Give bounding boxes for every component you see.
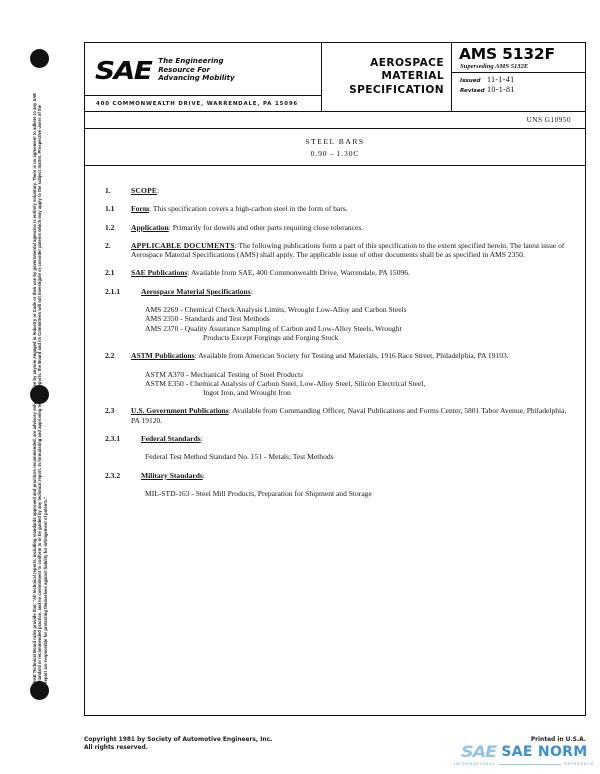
document-header	[85, 43, 585, 112]
section-1-2-text: : Primarily for dowels and other parts requiring close tolerances.	[168, 222, 364, 232]
section-2-2-label: ASTM Publications	[131, 351, 195, 361]
sae-logo: SAE	[95, 55, 152, 85]
revised-row	[460, 85, 585, 94]
section-1-2-number: 1.2	[105, 222, 115, 232]
uns-row	[85, 112, 585, 129]
watermark-title: SAE NORM	[501, 743, 588, 760]
section-2-3-label: U.S. Government Publications	[131, 406, 229, 416]
tagline-line-3: Advancing Mobility	[158, 73, 235, 83]
section-2-3-2-colon: :	[202, 470, 205, 480]
section-2-number: 2.	[105, 240, 111, 250]
specification-frame	[84, 42, 586, 716]
section-2-1-1	[105, 287, 567, 296]
section-2-3-content	[131, 406, 567, 425]
revised-date: 10-1-81	[487, 85, 515, 95]
ams-reference-list	[105, 305, 567, 342]
sae-logo-row	[85, 43, 321, 96]
section-1	[105, 186, 567, 195]
watermark-divider	[499, 764, 562, 765]
section-2-1-text: : Available from SAE, 400 Commonwealth Drive, Warrendale, PA 15096.	[187, 268, 410, 278]
section-2-1-1-content	[141, 287, 567, 296]
section-1-2-content	[131, 223, 567, 232]
section-2-3-2-label: Military Standards	[141, 470, 203, 480]
section-2-3-1-number: 2.3.1	[105, 434, 121, 444]
astm-reference-item-continued: Ingot Iron, and Wrought Iron	[203, 388, 291, 398]
section-2-2	[105, 351, 567, 360]
section-2-3-1-content	[141, 434, 567, 443]
document-identity	[452, 43, 585, 111]
section-1-colon: :	[157, 186, 160, 195]
sae-address: 400 COMMONWEALTH DRIVE, WARRENDALE, PA 15096	[96, 100, 299, 107]
section-2-1-number: 2.1	[105, 268, 115, 278]
printed-in: Printed in U.S.A.	[530, 737, 586, 743]
watermark-sub-right: REFERENCE	[564, 762, 594, 766]
section-2-1-content	[131, 268, 567, 277]
section-1-heading: SCOPE	[131, 186, 158, 195]
superseding-note: Superseding AMS 5132E	[452, 63, 585, 73]
section-2-1-1-label: Aerospace Material Specifications	[141, 286, 251, 296]
section-2-3-2	[105, 471, 567, 480]
title-line-2: 0.90 - 1.30C	[310, 148, 360, 158]
ams-reference-item-continued: Products Except Forgings and Forging Stock	[203, 332, 339, 342]
section-1-2-label: Application	[131, 222, 169, 232]
document-dates	[452, 73, 585, 111]
copyright-line: Copyright 1981 by Society of Automotive Engineers, Inc.	[84, 737, 273, 743]
ams-reference-item: AMS 2370 - Quality Assurance Sampling of Carbon and Low-Alloy Steels, Wrought	[145, 323, 402, 333]
ams-reference-item: AMS 2350 - Standards and Test Methods	[145, 314, 270, 324]
sae-norm-watermark	[454, 736, 594, 772]
issued-date: 11-1-41	[487, 75, 515, 85]
military-standards-list	[105, 489, 567, 498]
section-1-1-text: : This specification covers a high-carbon steel in the form of bars.	[149, 204, 348, 214]
federal-standards-list	[105, 452, 567, 461]
section-2-3-1-colon: :	[200, 434, 203, 444]
astm-reference-item: ASTM E350 - Chemical Analysis of Carbon Steel, Low-Alloy Steel, Silicon Electrical Steel,	[145, 378, 426, 388]
revised-label: Revised	[460, 88, 485, 95]
document-number: AMS 5132F	[459, 45, 555, 63]
section-1-1-number: 1.1	[105, 204, 115, 214]
section-2-1-1-number: 2.1.1	[105, 286, 121, 296]
section-2-text: : The following publications form a part of this specification to the extent specified herein. The latest issue of Aerospace Material Specifications (AMS) shall apply. The applicable issue of other documents shall be as specified in AMS 2350.	[131, 240, 565, 260]
astm-reference-list	[105, 370, 567, 398]
section-2-1-1-colon: :	[250, 286, 253, 296]
punch-hole-bottom	[30, 681, 49, 700]
uns-number: UNS G10950	[526, 115, 571, 124]
section-2-3-1-label: Federal Standards	[141, 434, 201, 444]
document-type	[322, 43, 452, 111]
issued-label: Issued	[460, 78, 481, 85]
doc-type-line-1: AEROSPACE	[370, 56, 444, 69]
tagline-line-1: The Engineering	[158, 56, 224, 66]
sae-technical-board-disclaimer	[32, 93, 48, 683]
watermark-row	[461, 742, 588, 761]
section-2-3-2-number: 2.3.2	[105, 470, 121, 480]
section-2-heading: APPLICABLE DOCUMENTS	[131, 240, 235, 250]
section-2-1-label: SAE Publications	[131, 268, 188, 278]
doc-type-line-2: MATERIAL	[381, 70, 444, 83]
section-2-2-number: 2.2	[105, 351, 115, 361]
section-2-3-1	[105, 434, 567, 443]
section-2-2-content	[131, 351, 567, 360]
ams-reference-item: AMS 2269 - Chemical Check Analysis Limits, Wrought Low-Alloy and Carbon Steels	[145, 305, 407, 315]
section-2	[105, 241, 567, 260]
section-1-2	[105, 223, 567, 232]
specification-body	[85, 166, 585, 498]
astm-reference-item: ASTM A370 - Mechanical Testing of Steel Products	[145, 369, 304, 379]
section-1-content	[131, 186, 567, 195]
watermark-sae-logo: SAE	[460, 742, 496, 761]
tagline-line-2: Resource For	[158, 64, 210, 74]
section-2-3-2-content	[141, 471, 567, 480]
federal-standard-item: Federal Test Method Standard No. 151 - Metals; Test Methods	[145, 452, 334, 462]
disclaimer-text: SAE Technical Board rules provide that: "All technical reports, including standards approved and practices recommended, are advisory only. Their use by anyone engaged in industry or trade or their use by governmental agencies is entirely voluntary. There is no agreement to adhere to any SAE standard or recommended practice, and no commitment to conform to or be guided by any technical report. In formulating and approving technical reports, the Board and its Committees will not investigate or consider patents which may apply to the subject matter. Prospective users of the report are responsible for protecting themselves against liability for infringement of patents."	[32, 92, 48, 683]
sae-tagline	[158, 57, 234, 82]
military-standard-item: MIL-STD-163 - Steel Mill Products, Preparation for Shipment and Storage	[145, 488, 372, 498]
section-1-1-content	[131, 204, 567, 213]
section-2-content	[131, 241, 567, 260]
punch-hole-top	[30, 49, 49, 68]
watermark-sub-left: INTERNATIONAL	[454, 762, 496, 766]
section-2-2-text: : Available from American Society for Testing and Materials, 1916 Race Street, Philadelphia, PA 19103.	[194, 351, 509, 361]
section-1-1	[105, 204, 567, 213]
section-2-3-text: : Available from Commanding Officer, Naval Publications and Forms Center, 5801 Tabor Avenue, Philadelphia, PA 19120.	[131, 406, 567, 425]
watermark-subtitle-row	[450, 762, 598, 766]
rights-line: All rights reserved.	[84, 745, 148, 751]
material-title	[85, 129, 585, 166]
doc-type-line-3: SPECIFICATION	[349, 83, 444, 96]
issued-row	[460, 75, 585, 84]
section-1-1-label: Form	[131, 204, 150, 214]
section-1-number: 1.	[105, 186, 111, 195]
section-2-3-number: 2.3	[105, 406, 115, 416]
header-branding	[85, 43, 322, 111]
copyright-block	[84, 736, 272, 752]
section-2-3	[105, 406, 567, 425]
title-line-1: STEEL BARS	[305, 136, 365, 146]
section-2-1	[105, 268, 567, 277]
